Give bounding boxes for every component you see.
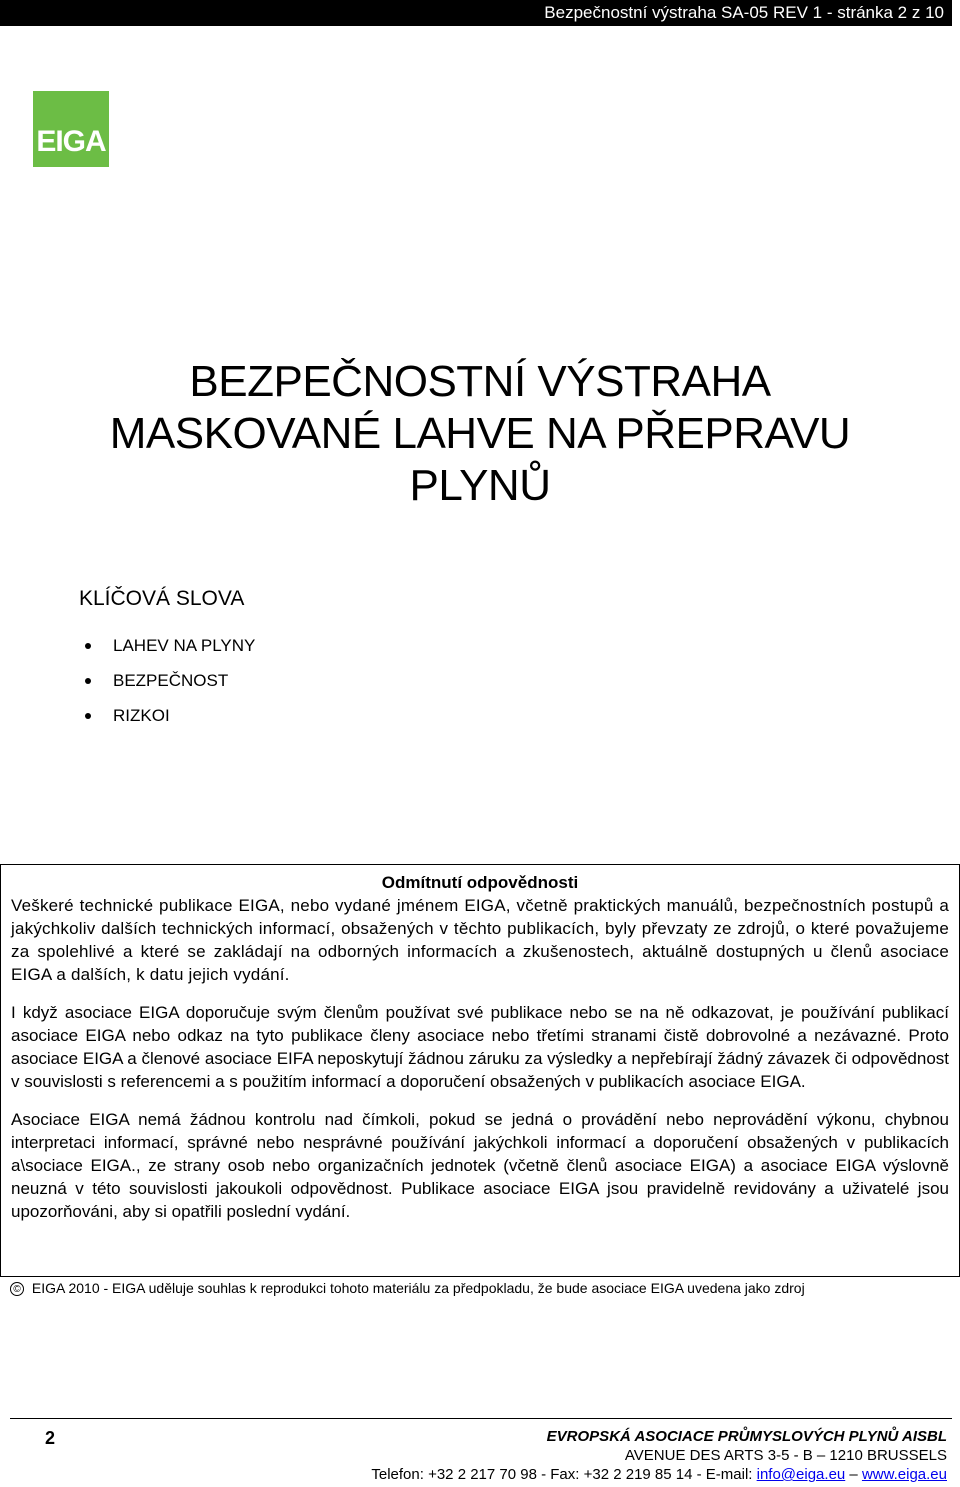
website-link[interactable]: www.eiga.eu	[861, 1466, 947, 1483]
footer-contact	[371, 1427, 947, 1484]
keyword-text: BEZPEČNOST	[113, 671, 229, 690]
bullet-icon	[85, 713, 91, 719]
keywords-heading: KLÍČOVÁ SLOVA	[79, 587, 245, 610]
disclaimer-box	[0, 864, 960, 1277]
keyword-text: RIZKOI	[113, 706, 170, 725]
keyword-item	[78, 636, 255, 671]
eiga-logo	[33, 91, 109, 167]
keyword-text: LAHEV NA PLYNY	[113, 636, 256, 655]
disclaimer-paragraph-1: Veškeré technické publikace EIGA, nebo vydané jménem EIGA, včetně praktických manuálů, bezpečnostních postupů a jakýchkoliv dalších technických informací, obsažených v těchto publikacích, byly převzaty ze zdrojů, o které považujeme za spolehlivé a které se zakládají na odborných informacích a zkušenostech, aktuálně dostupných u členů asociace EIGA a dalších, k datu jejich vydání.	[11, 896, 949, 984]
bullet-icon	[85, 643, 91, 649]
copyright-notice	[10, 1279, 805, 1297]
title-line-2: MASKOVANÉ LAHVE NA PŘEPRAVU	[109, 409, 851, 458]
bullet-icon	[85, 678, 91, 684]
copyright-icon: ©	[10, 1282, 24, 1296]
email-link[interactable]: info@eiga.eu	[756, 1466, 846, 1483]
org-name: EVROPSKÁ ASOCIACE PRŮMYSLOVÝCH PLYNŮ AISBL	[546, 1428, 947, 1445]
page-number: 2	[45, 1428, 56, 1448]
keyword-item	[78, 706, 255, 741]
keyword-item	[78, 671, 255, 706]
disclaimer-paragraph-3: Asociace EIGA nemá žádnou kontrolu nad čímkoli, pokud se jedná o provádění nebo neprovádění výkonu, chybnou interpretaci informací, správné nebo nesprávné používání jakýchkoli informací a doporučení obsažených v publikacích a\sociace EIGA., ze strany osob nebo organizačních jednotek (včetně členů asociace EIGA) a asociace EIGA výslovně neuzná v této souvislosti jakoukoli odpovědnost. Publikace asociace EIGA jsou pravidelně revidovány a uživatelé jsou upozorňováni, aby si opatřili poslední vydání.	[11, 1110, 949, 1221]
footer-divider	[10, 1418, 952, 1419]
disclaimer-paragraph-2: I když asociace EIGA doporučuje svým členům používat své publikace nebo se na ně odkazovat, je používání publikací asociace EIGA nebo odkaz na tyto publikace členy asociace nebo třetími stranami čistě dobrovolné a nezávazné. Proto asociace EIGA a členové asociace EIFA neposkytují žádnou záruku za výsledky a nepřebírají žádný závazek či odpovědnost v souvislosti s referencemi a s použitím informací a doporučení obsažených v publikacích asociace EIGA.	[11, 1003, 949, 1091]
disclaimer-heading: Odmítnutí odpovědnosti	[381, 873, 579, 892]
contact-line	[371, 1465, 947, 1484]
eiga-logo-text: EIGA	[36, 125, 106, 158]
keywords-list	[78, 636, 255, 741]
document-title	[0, 356, 960, 512]
org-address: AVENUE DES ARTS 3-5 - B – 1210 BRUSSELS	[624, 1447, 947, 1464]
title-line-1: BEZPEČNOSTNÍ VÝSTRAHA	[189, 357, 771, 406]
title-line-3: PLYNŮ	[409, 461, 551, 510]
link-separator: –	[845, 1466, 862, 1483]
contact-prefix: Telefon: +32 2 217 70 98 - Fax: +32 2 219 85 14 - E-mail:	[371, 1466, 757, 1483]
running-header: Bezpečnostní výstraha SA-05 REV 1 - stránka 2 z 10	[0, 0, 952, 26]
copyright-text: EIGA 2010 - EIGA uděluje souhlas k reprodukci tohoto materiálu za předpokladu, že bude asociace EIGA uvedena jako zdroj	[31, 1280, 805, 1296]
